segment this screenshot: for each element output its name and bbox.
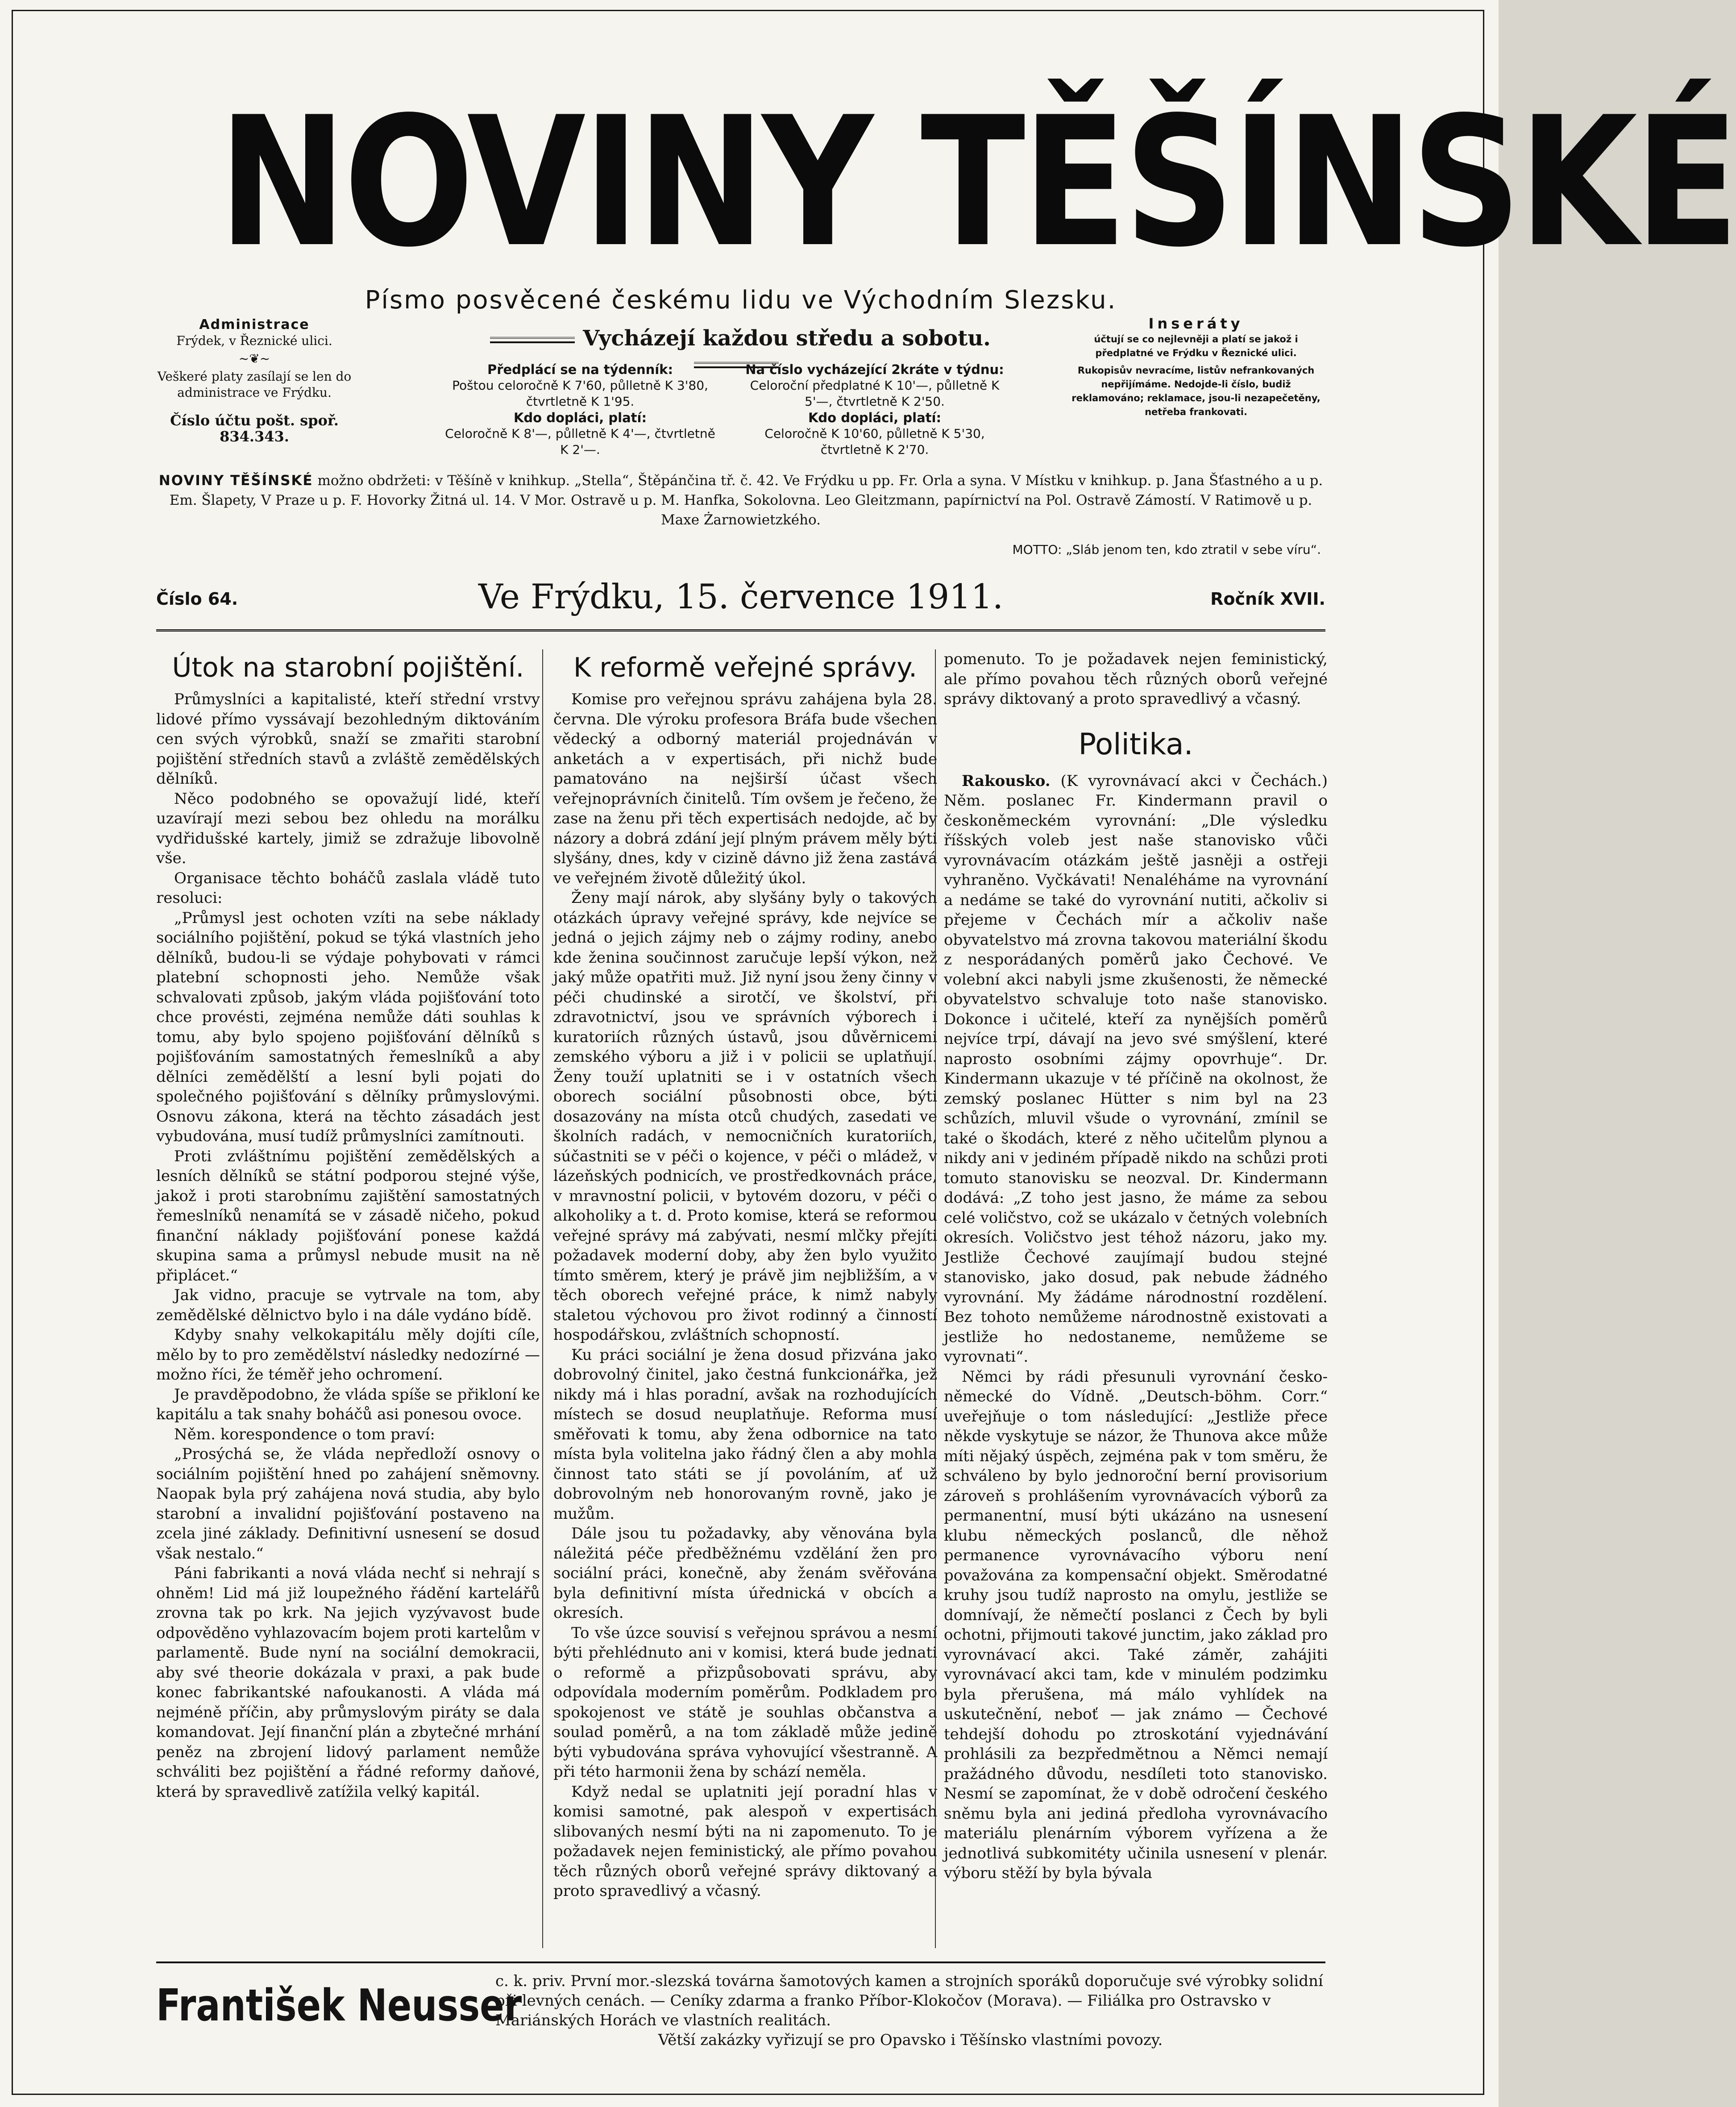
ornament-icon: ~❦~ [238,351,270,366]
paragraph: Ku práci sociální je žena dosud přizvána jako dobrovolný činitel, jako čestná funkcionářka, jež nikdy má i hlas poradní, avšak na rozhodujících místech se dosud neuplatňuje. Reforma musí směřovati k tomu, aby žena odbornice na tato místa byla volitelna jako řádný člen a aby mohla činnost tato státi se jí povoláním, ať už dobrovolným neb honorovaným rovně, jako je mužům. [553,1346,937,1523]
article-pension-attack [156,649,540,1939]
advertisement-text [495,1971,1325,2050]
advertisement-line: Větší zakázky vyřizují se pro Opavsko i Těšínsko vlastními povozy. [658,2031,1163,2049]
administration-heading: Administrace [199,317,310,332]
paragraph: Komise pro veřejnou správu zahájena byla 28. června. Dle výroku profesora Bráfa bude všechen vědecký a odborný materiál projednáván v anketách a v expertisách, při nichž bude pamatováno na nejširší účast všech veřejnoprávních činitelů. Tím ovšem je řečeno, že zase na ženu při těch expertisách nedojde, ač by názory a dobrá zdání její plným právem měly býti slyšány, dnes, kdy v cizině dávno již žena zastává ve veřejném životě důležitý úkol. [553,690,937,887]
paragraph: Organisace těchto boháčů zaslala vládě tuto resoluci: [156,869,540,907]
advertisement [156,1962,1325,2075]
paragraph: Průmyslníci a kapitalisté, kteří střední vrstvy lidové přímo vyssávají bezohledným diktováním cen svých výrobků, snaží se zmařiti starobní pojištění středních stavů a zvláště zemědělských dělníků. [156,690,540,788]
vendors-text: možno obdržeti: v Těšíně v knihkup. „Stella“, Štěpánčina tř. č. 42. Ve Frýdku u pp. Fr. Orla a syna. V Místku v knihkup. p. Jana Šťastného a u p. Em. Šlapety, V Praze u p. F. Hovorky Žitná ul. 14. V Mor. Ostravě u p. M. Hanfka, Sokolovna. Leo Gleitzmann, papírnictví na Pol. Ostravě Zámostí. V Ratimově u p. Maxe Żarnowietzkého. [169,473,1323,528]
article-title: K reformě veřejné správy. [573,652,918,683]
paragraph: Jak vidno, pracuje se vytrvale na tom, aby zemědělské dělnictvo bylo i na dále vydáno bídě. [156,1286,540,1324]
decorative-rule [490,337,575,343]
vendors-lead: NOVINY TĚŠÍNSKÉ [158,473,313,489]
administration-box [147,317,361,445]
article-body [553,690,937,1901]
article-body [944,649,1328,709]
paragraph: „Průmysl jest ochoten vzíti na sebe náklady sociálního pojištění, pokud se týká vlastních jeho dělníků, budou-li se výdaje pohybovati v rámci platební schopnosti jeho. Nemůže však schvalovati způsob, jakým vláda pojišťování toto chce provésti, zejména nemůže dáti souhlas k tomu, aby bylo spojeno pojišťování dělníků s pojišťováním samostatných řemeslníků a aby dělníci zemědělští a lesní byli pojati do společného pojišťování s dělníky průmyslovými. Osnovu zákona, která na těchto zásadách jest vybudována, musí tudíž průmyslníci zamítnouti. [156,909,540,1145]
paragraph: Dále jsou tu požadavky, aby věnována byla náležitá péče předběžnému vzdělání žen pro sociální práci, konečně, aby ženám svěřována byla definitivní místa úřednická v obcích a okresích. [553,1525,937,1622]
paragraph: Když nedal se uplatniti její poradní hlas v komisi samotné, pak alespoň v expertisách slibovaných nesmí býti na ni zapomenuto. To je požadavek nejen feministický, ale přímo povahou těch různých oborů veřejné správy diktovaný a proto spravedlivý a včasný. [553,1783,937,1900]
subscription-twice-home: Celoročně K 10'60, půlletně K 5'30, čtvrtletně K 2'70. [764,426,985,457]
paragraph [944,771,1328,1367]
paragraph: Němci by rádi přesunuli vyrovnání česko-německé do Vídně. „Deutsch-böhm. Corr.“ uveřejňuje o tom následující: „Jestliže přece někde vyskytuje se názor, že Thunova akce může míti nějaký úspěch, zejména pak v tom směru, že schváleno by bylo jednoroční berní provisorium zároveň s prohlášením vyrovnávacích výborů za permanentní, musí býti ukázáno na usnesení klubu německých poslanců, dle něhož permanence vyrovnávacího výboru není považována za kompensační objekt. Směrodatné kruhy jsou tudíž naprosto na omylu, jestliže se domnívají, že němečtí poslanci z Čech by byli ochotni, přijmouti takové junctim, jako základ pro vyrovnávací akci. Také záměr, zahájiti vyrovnávací akci tam, kde v minulém podzimku byla přerušena, má málo vyhlídek na uskutečnění, neboť — jak známo — Čechové tehdejší dohodu po ztroskotání vyjednávání prohlásili za bezpředmětnou a Němci nemají pražádného důvodu, nesdíleti toto stanovisko. Nesmí se zapomínat, že v době odročení českého sněmu byla ani jediná předloha vyrovnávacího materiálu plenárním výborem vyřízena a že jednotlivá subkomitéty učinila usnesení v plenár. výboru stěží by byla bývala [944,1367,1328,1882]
inserts-box [1071,317,1321,419]
advertisement-line: c. k. priv. První mor.-slezská továrna šamotových kamen a strojních sporáků doporučuje své výrobky solidní při levných cenách. — Ceníky zdarma a franko Příbor-Klokočov (Morava). — Filiálka pro Ostravsko v Mariánských Horách ve vlastních realitách. [495,1972,1323,2029]
subscription-weekly-home-heading: Kdo dopláci, platí: [513,410,647,425]
masthead-title: NOVINY TĚŠÍNSKÉ [218,79,1736,287]
paragraph: Něm. korespondence o tom praví: [174,1425,435,1443]
article-body [944,771,1328,1883]
article-title: Útok na starobní pojištění. [172,652,524,683]
vendors-notice [156,471,1325,530]
advertiser-name: František Neusser [156,1980,522,2031]
administration-payments: Veškeré platy zasílají se len do administrace ve Frýdku. [157,369,352,400]
paragraph: Páni fabrikanti a nová vláda nechť si nehrají s ohněm! Lid má již loupežného řádění kartelářů zrovna tak po krk. Na jejich vyzývavost bude odpověděno vyhlazovacím bojem proti kartelům v parlamentě. Bude nyní na sociální demokracii, aby své theorie dokázala v praxi, a pak bude konec fabrikantské nafoukanosti. A vláda má nejméně příčin, aby průmyslovým piráty se dala komandovat. Její finanční plán a zbytečné mrhání peněz na zbrojení lidový parlament nemůže schváliti bez pojištění a řádné reformy daňové, která by spravedlivě zatížila velký kapitál. [156,1564,540,1801]
section-title: Politika. [1078,727,1193,761]
administration-address: Frýdek, v Řeznické ulici. [176,333,332,348]
masthead-subtitle: Písmo posvěcené českému lidu ve Východním Slezsku. [365,286,1117,315]
article-administration-reform [553,649,937,1939]
issue-bar [156,576,1325,632]
paragraph: Ženy mají nárok, aby slyšány byly o takových otázkách úpravy veřejné správy, kde nejvíce se jedná o jejich zájmy neb o zájmy rodiny, anebo kde ženina součinnost zaručuje lepší výkon, než jaký může opatřiti muž. Již nyní jsou ženy činny v péči chudinské a sirotčí, ve školství, při zdravotnictví, jsou ve správních výborech i kuratoriích různých ústavů, jsou důvěrnicemi zemského výboru a již i v policii se uplatňují. Ženy touží uplatniti se i v ostatních všech oborech sociální působnosti obce, býti dosazovány na místa otců chudých, zasedati ve školních radách, v nemocničních kuratoriích, súčastniti se v péči o kojence, v péči o mládež, v lázeňských podnicích, ve prostředkovnách práce, v mravnostní policii, v bytovém dozoru, v péči o alkoholiky a t. d. Proto komise, která se reformou veřejné správy má zabývati, nesmí mlčky přejíti požadavek moderní doby, aby žen bylo využito tímto směrem, který je právě jim nejbližším, a v těch oborech veřejné práce, k nimž nabyly staletou výchovou pro život rodinný a činností hospodářskou, zvláštních schopností. [553,889,937,1344]
country-lead: Rakousko. [962,772,1051,790]
article-politics [944,649,1328,1939]
subscription-weekly-heading: Předplácí se na týdenník: [487,362,673,377]
paragraph: Kdyby snahy velkokapitálu měly dojíti cíle, mělo by to pro zemědělství následky nedozírné — možno říci, že téměř jeho ochromení. [156,1326,540,1384]
subscription-twice-weekly [736,362,1013,458]
column-divider [542,649,543,1948]
paragraph: „Prosýchá se, že vláda nepředloží osnovy o sociálním pojištění hned po zahájení sněmovny. Naopak byla prý zahájena nová studia, aby bylo starobní a invalidní pojišťování postaveno na zcela jiné základy. Definitivní usnesení se dosud však nestalo.“ [156,1445,540,1563]
postal-account: Číslo účtu pošt. spoř. 834.343. [170,412,339,445]
paragraph: Něco podobného se opovažují lidé, kteří uzavírají mezi sebou bez ohledu na morálku vydřidušské kartely, jimiž se zdražuje libovolně vše. [156,790,540,867]
paragraph: To vše úzce souvisí s veřejnou správou a nesmí býti přehlédnuto ani v komisi, která bude jednati o reformě a přizpůsobovati správu, aby odpovídala moderním poměrům. Podkladem pro spokojenost ve státě je souhlas občanstva a soulad poměrů, a na tom základě může jedině býti vybudována správa vyhovující všestranně. A při této harmonii žena by schází neměla. [553,1624,937,1781]
subscription-twice-postal: Celoroční předplatné K 10'—, půlletně K 5'—, čtvrtletně K 2'50. [750,378,1000,409]
inserts-text: účtují se co nejlevněji a platí se jakož i předplatné ve Frýdku v Řeznické ulici. [1094,334,1298,358]
subscription-twice-home-heading: Kdo dopláci, platí: [808,410,942,425]
issue-date: Ve Frýdku, 15. července 1911. [478,577,1004,616]
manuscripts-notice: Rukopisův nevracíme, listův nefrankovaných nepřijímáme. Nedojde-li číslo, budiž reklamováno; reklamace, jsou-li nezapečetěny, netřeba frankovati. [1072,365,1321,417]
issue-number: Číslo 64. [156,589,238,609]
paragraph: Proti zvláštnímu pojištění zemědělských a lesních dělníků se státní podporou stejné výše, jakož i proti starobnímu zajištění samostatných řemeslníků nenamítá se v zásadě ničeho, pokud finanční náklady pojišťování ponese každá skupina sama a průmysl nebude musit na ně připlácet.“ [156,1147,540,1284]
article-body [156,690,540,1802]
subscription-weekly [442,362,718,458]
paragraph: Je pravděpodobno, že vláda spíše se přikloní ke kapitálu a tak snahy boháčů asi ponesou ovoce. [156,1385,540,1423]
schedule-text: Vycházejí každou středu a sobotu. [583,326,991,351]
paragraph-text: (K vyrovnávací akci v Čechách.) Něm. poslanec Fr. Kindermann pravil o českoněmeckém vyrovnání: „Dle výsledku říšských voleb jest naše stanovisko vůči vyrovnávacím otázkám ještě jasněji a ostřeji vyhraněno. Vyčkávati! Nenaléháme na vyrovnání a nedáme se také do vyrovnání nutiti, ačkoliv si přejeme v Čechách mír a ačkoliv naše obyvatelstvo má zrovna takovou materiální škodu z nesporádaných poměrů jako Čechové. Ve volební akci nabyli jsme zkušenosti, že německé obyvatelstvo schvaluje toto naše stanovisko. Dokonce i učitelé, kteří za nynějších poměrů nejvíce trpí, dávají na jevo své smýšlení, které naprosto osobními zájmy opovrhuje“. Dr. Kindermann ukazuje v té příčině na okolnost, že zemský poslanec Hütter s nim byl na 23 schůzích, mluvil všude o vyrovnání, zmínil se také o škodách, které z něho učitelům plynou a nikdy ani v jediném případě nikdo na schůzi proti tomuto stanovisku se neozval. Dr. Kindermann dodává: „Z toho jest jasno, že máme za sebou celé voličstvo, což se ukázalo v četných volebních okresích. Voličstvo jest téhož názoru, jako my. Jestliže Čechové zaujímají budou stejné stanovisko, jako dosud, pak nebude žádného vyrovnání. My žádáme národnostní rozdělení. Bez tohoto nemůžeme národnostně existovati a jestliže ho nedostaneme, nemůžeme se vyrovnati“. [944,772,1328,1366]
issue-volume: Ročník XVII. [1210,589,1325,609]
inserts-heading: Inseráty [1148,315,1244,332]
continuation-paragraph: pomenuto. To je požadavek nejen feministický, ale přímo povahou těch různých oborů veřejné správy diktovaný a proto spravedlivý a včasný. [944,650,1328,708]
subscription-weekly-home: Celoročně K 8'—, půlletně K 4'—, čtvrtletně K 2'—. [445,426,715,457]
subscription-twice-heading: Na číslo vycházející 2kráte v týdnu: [745,362,1004,377]
motto: MOTTO: „Sláb jenom ten, kdo ztratil v sebe víru“. [1012,542,1321,557]
subscription-weekly-postal: Poštou celoročně K 7'60, půlletně K 3'80, čtvrtletně K 1'95. [452,378,708,409]
